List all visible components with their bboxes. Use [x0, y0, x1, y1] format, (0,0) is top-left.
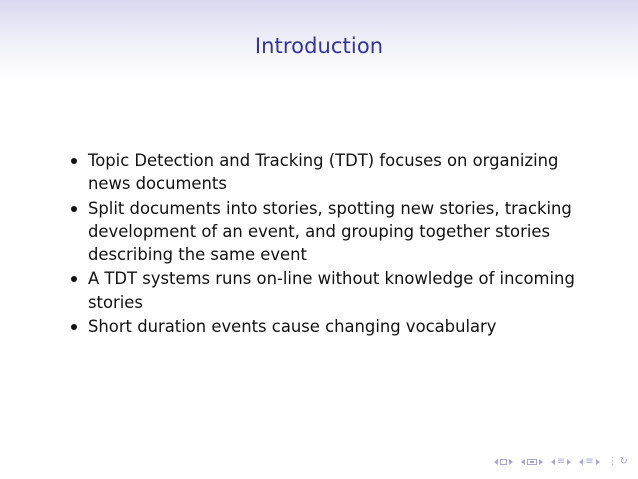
nav-frame-box-icon[interactable] — [527, 459, 537, 465]
nav-slide-right-icon[interactable] — [509, 459, 513, 465]
beamer-navigation — [494, 456, 628, 467]
bullet-item — [0, 315, 578, 338]
nav-section-icon[interactable]: ≡ — [585, 456, 594, 467]
nav-subsection-group — [551, 456, 571, 467]
nav-frame-group — [521, 459, 543, 465]
nav-frame-left-icon[interactable] — [521, 459, 525, 465]
nav-search-icon[interactable]: ↻ — [619, 456, 628, 467]
bullet-dot-icon — [71, 324, 77, 330]
bullet-text: Topic Detection and Tracking (TDT) focuses on organizing news documents — [88, 151, 559, 194]
nav-slide-group — [494, 459, 513, 465]
nav-slide-frame-icon[interactable] — [500, 459, 507, 465]
bullet-text: Split documents into stories, spotting new stories, tracking development of an event, and grouping together stories describing the same event — [88, 198, 572, 265]
nav-subsection-left-icon[interactable] — [551, 459, 555, 465]
bullet-dot-icon — [71, 206, 77, 212]
slide-header — [0, 0, 638, 82]
nav-subsection-right-icon[interactable] — [567, 459, 571, 465]
nav-section-right-icon[interactable] — [596, 459, 600, 465]
bullet-list — [0, 149, 638, 339]
nav-subsection-icon[interactable]: ≡ — [556, 456, 566, 467]
bullet-dot-icon — [71, 158, 77, 164]
bullet-item — [0, 267, 578, 314]
bullet-text: Short duration events cause changing vocabulary — [88, 317, 497, 337]
nav-menu-icon[interactable]: ⋮ — [607, 456, 618, 467]
bullet-item — [0, 197, 578, 267]
bullet-item — [0, 149, 578, 196]
nav-section-left-icon[interactable] — [579, 459, 583, 465]
nav-slide-left-icon[interactable] — [494, 459, 498, 465]
slide-title: Introduction — [254, 34, 384, 58]
bullet-dot-icon — [71, 276, 77, 282]
nav-frame-right-icon[interactable] — [539, 459, 543, 465]
bullet-text: A TDT systems runs on-line without knowledge of incoming stories — [88, 269, 575, 312]
nav-section-group — [579, 456, 599, 467]
